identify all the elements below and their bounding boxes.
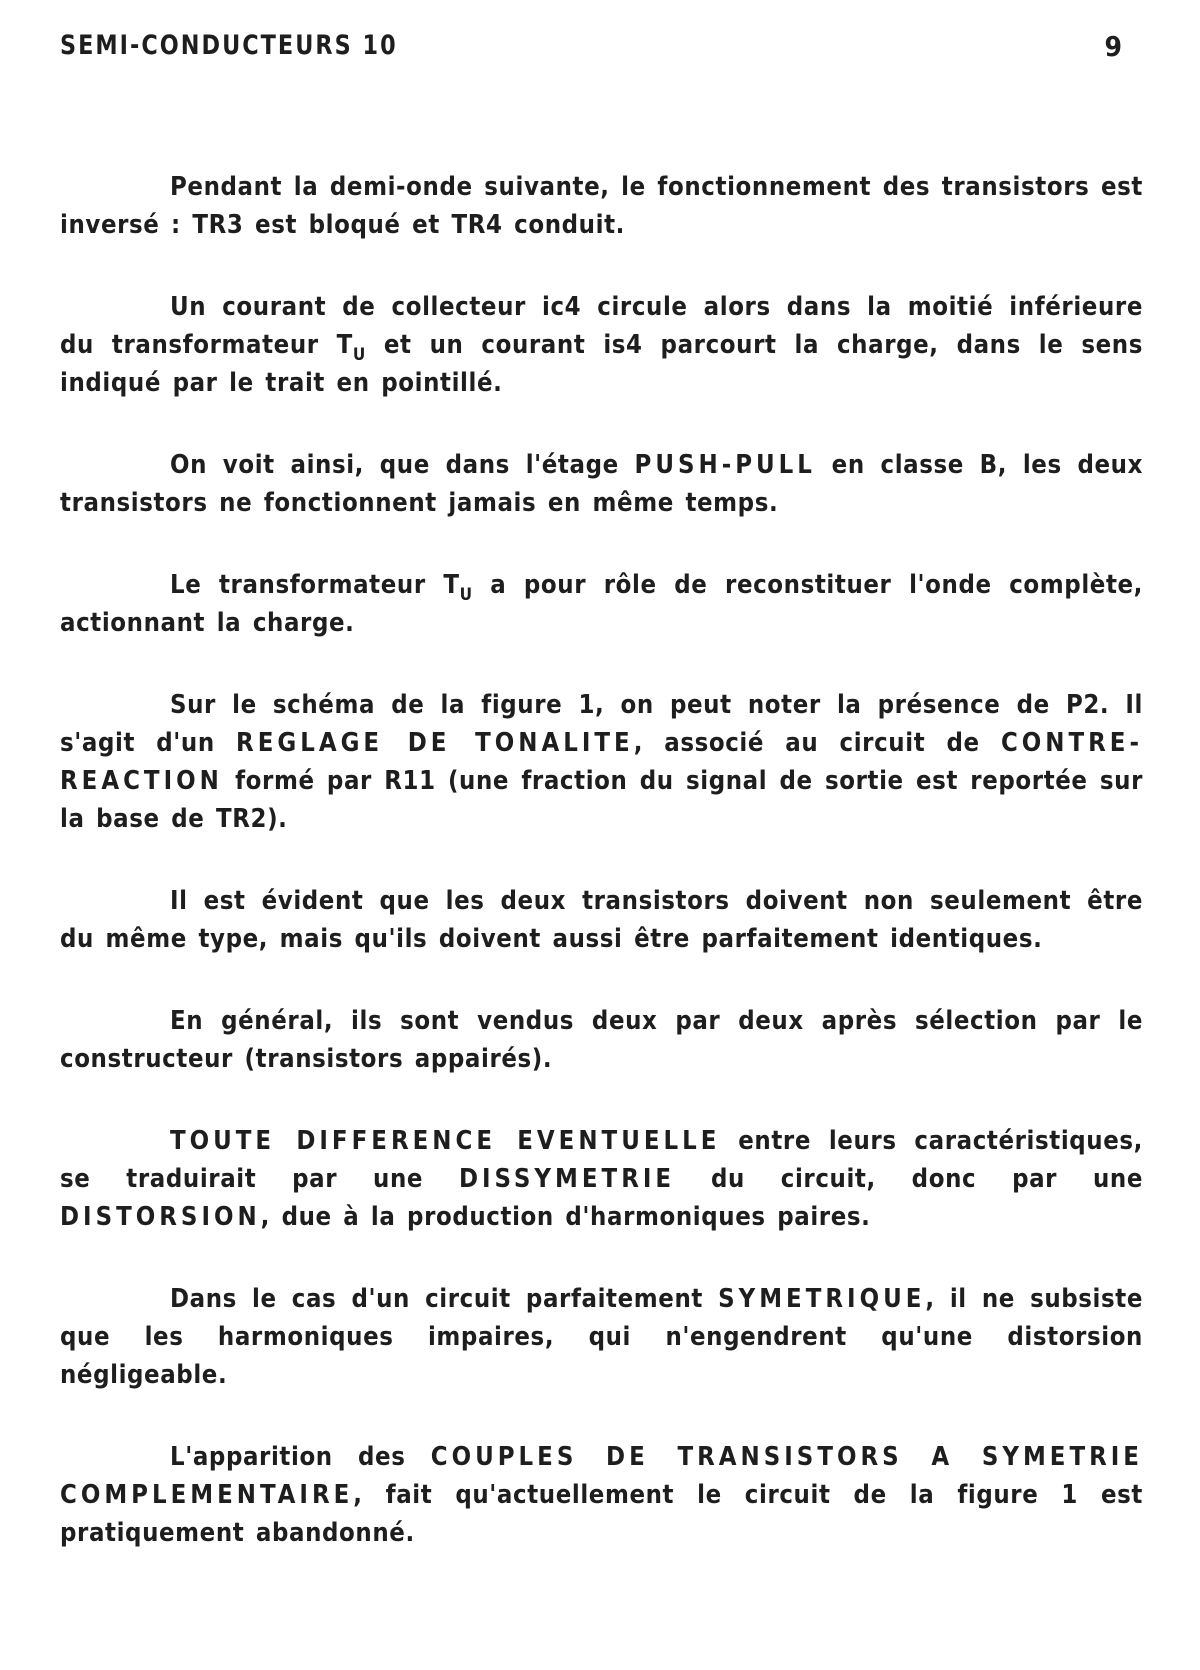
header-title: SEMI-CONDUCTEURS 10 [60,30,398,61]
paragraph-9 [60,1280,1143,1394]
paragraph-9-text-a: Dans le cas d'un circuit parfaitement [170,1284,719,1314]
paragraph-8-text-a: entre leurs caractéristiques, se traduirait par une [60,1126,1143,1194]
paragraph-5 [60,686,1143,838]
paragraph-5-text-b: , associé au circuit de [633,728,1001,758]
emphasis-reglage-de-tonalite: REGLAGE DE TONALITE [236,728,634,758]
paragraph-10 [60,1438,1143,1552]
paragraph-9-text-b: , il ne subsiste que les harmoniques impaires, qui n'engendrent qu'une distorsion négligeable. [60,1284,1144,1390]
emphasis-couples-de-transistors: COUPLES DE TRANSISTORS A SYMETRIE COMPLEMENTAIRE [60,1442,1143,1510]
paragraph-5-text-a: Sur le schéma de la figure 1, on peut noter la présence de P2. Il s'agit d'un [60,690,1143,758]
paragraph-2-text-a: Un courant de collecteur ic4 circule alors dans la moitié inférieure du transformateur T [60,292,1143,360]
running-header [60,30,1140,70]
emphasis-toute-difference-eventuelle: TOUTE DIFFERENCE EVENTUELLE [170,1126,721,1156]
paragraph-3-text-a: On voit ainsi, que dans l'étage [170,450,635,480]
paragraph-7: En général, ils sont vendus deux par deux après sélection par le constructeur (transistors appairés). [60,1006,1143,1074]
paragraph-8-text-c: , due à la production d'harmoniques paires. [260,1202,871,1232]
paragraph-5-text-c: formé par R11 (une fraction du signal de sortie est reportée sur la base de TR2). [60,766,1143,834]
emphasis-symetrique: SYMETRIQUE [718,1284,926,1314]
paragraph-3-text-b: en classe B, les deux transistors ne fonctionnent jamais en même temps. [60,450,1143,518]
paragraph-4-text-b: a pour rôle de reconstituer l'onde complète, actionnant la charge. [60,570,1143,638]
page-number: 9 [1104,30,1122,63]
paragraph-2-text-b: et un courant is4 parcourt la charge, dans le sens indiqué par le trait en pointillé. [60,330,1143,398]
paragraph-3 [60,446,1143,522]
paragraph-10-text-a: L'apparition des [170,1442,431,1472]
subscript-u: U [352,345,366,365]
emphasis-push-pull: PUSH-PULL [634,450,816,480]
emphasis-distorsion: DISTORSION [60,1202,261,1232]
paragraph-6: Il est évident que les deux transistors doivent non seulement être du même type, mais qu'ils doivent aussi être parfaitement identiques. [60,886,1143,954]
emphasis-contre-reaction: CONTRE-REACTION [60,728,1144,796]
emphasis-dissymetrie: DISSYMETRIE [458,1164,676,1194]
paragraph-8-text-b: du circuit, donc par une [675,1164,1143,1194]
paragraph-4-text-a: Le transformateur T [170,570,460,600]
paragraph-4 [60,566,1143,642]
paragraph-1: Pendant la demi-onde suivante, le fonctionnement des transistors est inversé : TR3 est bloqué et TR4 conduit. [60,172,1143,240]
paragraph-2 [60,288,1143,402]
body-text [60,168,1143,1596]
paragraph-8 [60,1122,1143,1236]
subscript-u: U [459,585,473,605]
paragraph-10-text-b: , fait qu'actuellement le circuit de la figure 1 est pratiquement abandonné. [60,1480,1143,1548]
